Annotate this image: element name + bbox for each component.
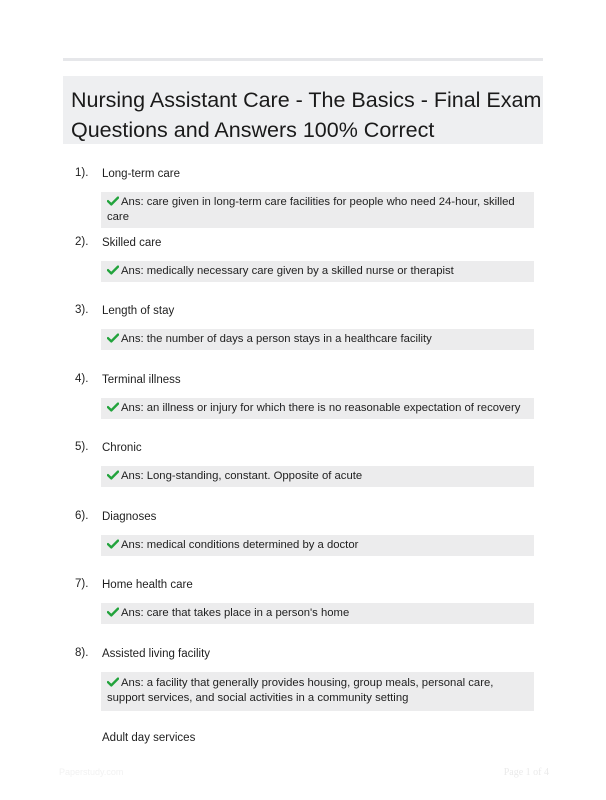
answer-box bbox=[101, 672, 534, 711]
question-term: Diagnoses bbox=[102, 511, 157, 523]
question-term: Assisted living facility bbox=[102, 648, 211, 660]
answer-text: Ans: medical conditions determined by a doctor bbox=[121, 539, 359, 551]
document-title-box bbox=[63, 76, 543, 144]
page-number: Page 1 of 4 bbox=[503, 767, 549, 778]
question-term: Adult day services bbox=[102, 732, 196, 744]
question-number: 6). bbox=[75, 510, 89, 522]
check-icon bbox=[107, 677, 119, 687]
answer-text: Ans: care given in long-term care facilities for people who need 24-hour, skilled care bbox=[107, 196, 515, 223]
answer-box bbox=[101, 466, 534, 487]
question-number: 7). bbox=[75, 578, 89, 590]
question-term: Skilled care bbox=[102, 237, 162, 249]
answer-box bbox=[101, 398, 534, 419]
check-icon bbox=[107, 265, 119, 275]
question-number: 8). bbox=[75, 647, 89, 659]
top-divider bbox=[63, 58, 543, 61]
document-title-line-2: Questions and Answers 100% Correct bbox=[71, 118, 435, 142]
answer-text: Ans: the number of days a person stays in a healthcare facility bbox=[121, 333, 432, 345]
check-icon bbox=[107, 539, 119, 549]
answer-box bbox=[101, 261, 534, 282]
answer-text: Ans: a facility that generally provides housing, group meals, personal care, support services, and social activities in a community setting bbox=[107, 677, 494, 704]
answer-box bbox=[101, 329, 534, 350]
question-term: Home health care bbox=[102, 579, 193, 591]
question-number: 4). bbox=[75, 373, 89, 385]
document-title-line-1: Nursing Assistant Care - The Basics - Final Exam bbox=[71, 88, 542, 112]
question-number: 2). bbox=[75, 236, 89, 248]
check-icon bbox=[107, 402, 119, 412]
question-term: Long-term care bbox=[102, 168, 180, 180]
question-number: 5). bbox=[75, 441, 89, 453]
answer-text: Ans: care that takes place in a person's home bbox=[121, 607, 350, 619]
answer-text: Ans: an illness or injury for which there is no reasonable expectation of recovery bbox=[121, 402, 521, 414]
answer-text: Ans: Long-standing, constant. Opposite of acute bbox=[121, 470, 363, 482]
answer-box bbox=[101, 192, 534, 228]
question-term: Length of stay bbox=[102, 305, 175, 317]
answer-box bbox=[101, 603, 534, 624]
check-icon bbox=[107, 333, 119, 343]
question-term: Terminal illness bbox=[102, 374, 181, 386]
answer-box bbox=[101, 535, 534, 556]
check-icon bbox=[107, 607, 119, 617]
question-number: 3). bbox=[75, 304, 89, 316]
footer-watermark: Paperstudy.com bbox=[59, 767, 124, 777]
question-term: Chronic bbox=[102, 442, 142, 454]
check-icon bbox=[107, 470, 119, 480]
check-icon bbox=[107, 196, 119, 206]
question-number: 1). bbox=[75, 167, 89, 179]
answer-text: Ans: medically necessary care given by a skilled nurse or therapist bbox=[121, 265, 454, 277]
